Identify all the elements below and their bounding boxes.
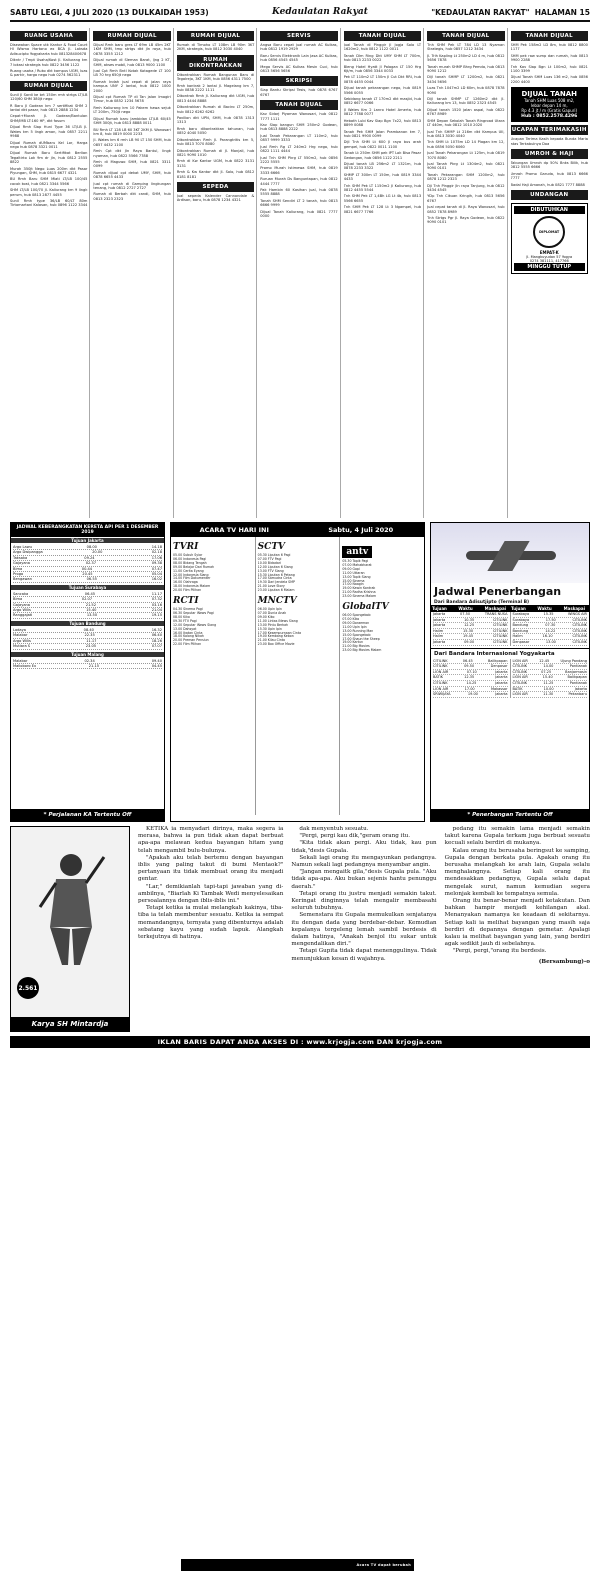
classified-ad: Sunil Jl Sardi ke brt 150m rmh strtgs LT/LB 120/60 SHM 380jt nego — [10, 92, 88, 102]
channel-logo: TVRI — [173, 542, 199, 552]
tv-program: 13.00 Topik Siang — [342, 574, 371, 579]
display-ad-line: lebar depan 14 m, — [530, 103, 568, 109]
flight-subheading: Dari Bandara Adisutjipto (Terminal B) — [434, 600, 530, 605]
serial-story — [138, 826, 590, 1026]
tv-program: 07.00 Kiko — [342, 616, 360, 621]
classified-ad: Rmh kontrak 2 lantai Jl. Magelang km 7, hub 0838 2222 1111 — [176, 83, 255, 93]
train-title: JADWAL KEBERANGKATAN KERETA API PER 1 DESEMBER 2019 — [11, 523, 164, 537]
classified-ad: Rumah di Timoho LT 108m LB 90m 3KT 2KM, strategis, hub 0812 3030 4040 — [176, 43, 255, 52]
tv-program: 19.00 Kawin Kontrak — [342, 586, 376, 591]
tv-program: 20.00 Film Pilihan — [173, 588, 202, 593]
classified-ad: Umroh Promo Garuda, hub 0813 6666 7777 — [510, 171, 588, 181]
classified-col-6 — [427, 28, 507, 518]
story-paragraph: pedang itu semakin lama menjadi semakin takut karena Gupala terkam juga berbuat sesuatu kecuali selalu berdiri di mukanya. — [444, 826, 590, 847]
classified-ad: YDp Tnh Cikuan Kringih, hub 0813 5656 6767 — [427, 194, 505, 203]
tv-program: 09.30 FTV Pagi — [173, 618, 197, 623]
airplane-image — [431, 523, 589, 583]
classified-ad: Sunil Rmh type 36/LB 60/LT 80m Tirtomartani Kalasan, hub 0896 1122 3344 — [10, 198, 88, 208]
flight-title: Jadwal Penerbangan — [434, 585, 562, 598]
tv-program: 17.00 Shaun the Sheep — [342, 636, 380, 641]
classified-ad: Pak Hambin 60 Kasihan jual, hub 0878 5555 8888 — [260, 187, 338, 197]
tv-program: 06.00 Upin Ipin — [257, 607, 282, 612]
story-paragraph: "Kita tidak akan pergi. Aku tidak, kau pun tidak,"desis Gupala. — [291, 840, 437, 854]
classified-ad: SHM pek raw sump dan rumah, hub 0813 9900 2288 — [510, 53, 588, 63]
section-heading: UMROH & HAJI — [511, 149, 588, 159]
classified-ad: Jual Tanah Pkrg Lt 1304m2, hub 0821 9090 0101 — [427, 161, 505, 171]
classified-ad: Rmh baru dikontrakkan tahunan, hub 0852 4040 5050 — [176, 126, 255, 136]
tv-program: 06.30 Seputar iNews Pagi — [173, 610, 214, 615]
ad-name: EMPAT-K — [539, 250, 559, 256]
classified-ad: Jual cepat tanah di Jl. Raya Wonosari, hub 0852 7878 8989 — [427, 205, 505, 214]
train-row: Malioboro Ex 21.15 04.45 — [13, 663, 162, 668]
classified-ad: Dikontrakkan Rumah di Baciro LT 250m, hub 0812 6262 6262 — [176, 105, 255, 114]
classified-ad: BU Rmh LT 128 LB 60 3KT 2KM Jl. Wonosari km 8, hub 0819 0000 2233 — [93, 127, 171, 136]
tv-program: 08.00 Bidang Tengah — [173, 560, 207, 565]
page-footer: IKLAN BARIS DAPAT ANDA AKSES DI : www.krjogja.com DAN krjogja.com — [10, 1036, 590, 1048]
train-subheading: Tujuan Bandung — [11, 621, 164, 626]
classifieds-area — [10, 28, 590, 518]
section-heading: RUMAH DIJUAL — [177, 31, 254, 41]
story-paragraph: Semenstara itu Gupala memukulkan senjatanya itu dengan dada yang berdebar-debar. Kemudian kepalanya tergeleng lemah sambil berdesis di dalam hatinya, "Anakah benjol itu sukar untuk mengendalikan diri." — [291, 912, 437, 948]
ad-banner: DIBUTUHKAN — [514, 206, 585, 214]
tv-program: 23.00 Big Movies Malam — [342, 648, 382, 653]
classified-ad: Tanah SHM Sendiri LT 2 tanah, hub 0813 6666 9999 — [260, 198, 338, 208]
classified-ad: Tnh SHM Pek LT 128 Lt 3 Ngampel, hub 0821 6677 7766 — [343, 205, 422, 214]
display-ad-line: Tanah SHM Luas 508 m2, — [524, 98, 575, 104]
classified-ad: Angsa Baru cepat jual rumah AC Kulkas, hub 0812 1919 2929 — [260, 43, 338, 52]
classified-col-5 — [344, 28, 424, 518]
classified-ad: Pek LT 110m2 LT 150m Jl Cut Dkt RRI, hub 0878 4455 0044 — [343, 75, 422, 84]
tv-program: 08.00 Kiko — [173, 614, 190, 619]
classified-ad: Jual cpt rumah di Gamping lingkungan tenang, hub 0812 2727 2727 — [93, 181, 171, 190]
train-row: Taksaka 09.24 17.06 — [13, 555, 162, 560]
classified-ad: Dji Tnh Pinggir Jln raya Tanjung, hub 0812 3434 4545 — [427, 183, 505, 192]
section-heading: RUMAH DIKONTRAKKAN — [177, 55, 254, 71]
classified-ad: Rmh di Kw Kantor UGM, hub 0822 3131 3131 — [176, 159, 255, 168]
flight-subheading-2: Dari Bandara Internasional Yogyakarta — [431, 648, 589, 659]
classified-ad: Rmh di Maguwo SHM, hub 0821 3311 0099 — [93, 159, 171, 169]
section-heading: TANAH DIJUAL — [344, 31, 421, 41]
classified-ad: Tnh Strtgs Pgr Jl. Raya Godean, hub 0822 9090 0101 — [427, 216, 505, 225]
flight-row: BATIK 10.00 Jakarta — [512, 686, 587, 691]
classified-ad: Jual Rmh Rg LT 240m2 Hrg nego, hub 0822 1111 4444 — [260, 144, 338, 154]
tv-program: 09.00 Doraemon — [342, 620, 370, 625]
tv-program: 22.00 Film Pilihan — [173, 642, 202, 647]
tv-header — [171, 523, 424, 537]
tv-program: 06.00 Indonesia Pagi — [173, 556, 207, 561]
classified-ad: Rumah Indah jual cepat di jalan raya kampus UNY 2 lantai, hub 0812 1000 2000 — [93, 79, 171, 93]
story-continued: (Bersambung)-o — [538, 958, 590, 965]
classified-ad: Dijual Tanah Kaliurang, hub 0821 7777 0000 — [260, 209, 338, 218]
ad-phone: 0274 381111, 417766 — [529, 259, 569, 264]
classified-ad: Dijual Rumah Baru Sertifikat Berlian Tegaltirto Lok 9m dr jln, hub 0812 2555 8822 — [10, 151, 88, 165]
classified-ad: Ruruan Murah Ds Banguntapan, hub 0812 4444 7777 — [260, 177, 338, 186]
tv-program: 05.00 Subuh Syiar — [173, 553, 203, 557]
classified-ad: Jl. Trih Kapling Lt 250m2 LD 4 m, hub 0812 5656 7878 — [427, 53, 505, 63]
header-section: "KEDAULATAN RAKYAT" HALAMAN 15 — [431, 7, 590, 17]
story-column — [291, 826, 436, 1026]
classified-ad: Jual Tnh SHM Pkrg LT 550m2, hub 0856 2222 5555 — [260, 155, 338, 164]
display-ad-title: DIJUAL TANAH — [521, 90, 578, 99]
tv-program: 11.00 Lintas iNews Siang — [257, 618, 298, 623]
classified-ad: Jual Tanah Pekarangan Lt 125m, hub 0819 7070 8080 — [427, 151, 505, 160]
classified-ad: Dikontrak Rmh Jl. Kaliurang dkt UGM, hub 0813 4444 8888 — [176, 94, 255, 103]
story-paragraph: Tetapi orang itu justru menjadi semakin takut. Keringat dinginnya telah mengalir membasahi seluruh tubuhnya. — [291, 890, 437, 912]
train-row: Argo Wilis 11.17 18.26 — [13, 638, 162, 643]
story-paragraph: "Apakah aku telah bertemu dengan bayangan iblis yang paling takut di bumi Mentaok?" pertanyaan itu tidak membuat orang itu menjadi gentar. — [138, 854, 284, 883]
classified-ad: Tanah murah SHMP Bhrg Pemda, hub 0813 9090 1212 — [427, 64, 505, 74]
train-row: Gajayana 02.37 09.38 — [13, 561, 162, 566]
train-row: Argo Dwipangga 20.00 02.18 — [13, 550, 162, 555]
channel-logo: SCTV — [257, 542, 286, 552]
story-paragraph: "Pergi, pergi,"orang itu berdesis. — [452, 948, 547, 955]
story-paragraph: "Lar," demikianlah tapi-tapi jawaban yang di-ambilnya, "Biarlah Ki Tambak Wedi menyelesaikan persoalannya dengan iblis-iblis ini." — [138, 883, 284, 905]
tv-title: ACARA TV HARI INI — [199, 526, 269, 534]
classified-ad: Dijl Tnh SHM Lt 600 Jl raya bus arah gempel, hub 0822 0011 1100 — [343, 140, 422, 149]
flight-row: Jakarta 07.50 TRANS NUSA — [433, 612, 508, 616]
section-heading: TANAH DIJUAL — [511, 31, 588, 41]
classified-ad: Dijual Rmh Siap Huni Type 36 LT/LB Jl. Wates km 5 lingk aman, hub 0857 2211 9988 — [10, 125, 88, 139]
tv-program: 15.00 Sinema — [342, 578, 365, 583]
section-heading: TANAH DIJUAL — [260, 100, 337, 110]
classified-ad: Jl. Wates km 6 rmh LB 90 LT 150 SHM, hub 0857 4432 1100 — [93, 138, 171, 147]
classified-ad: Dijual tanah 1520 jalan aspal, hub 0822 6767 8989 — [427, 107, 505, 117]
flight-row: CITILINK 06.45 Balikpapan — [433, 658, 508, 663]
classified-ad: Hebath Lubi Kav Siap Bgn 7x22, hub 0813 8899 0088 — [343, 118, 422, 128]
story-paragraph: dak menyentuh sesuatu. — [299, 826, 369, 832]
classified-ad: Baru Servis Elektronik Lain Jasa AC Kulkas, hub 0856 4545 4545 — [260, 53, 338, 63]
section-heading: RUANG USAHA — [10, 31, 87, 41]
flight-row: SRIWIJAYA 19.00 Jakarta — [433, 692, 508, 697]
tv-date: Sabtu, 4 Juli 2020 — [328, 526, 394, 534]
tv-program: 20.00 Preman Pensiun — [173, 638, 209, 643]
tv-program: 16.00 Ikatan Cinta — [173, 630, 203, 635]
tv-program: 09.00 Kiko — [257, 614, 275, 619]
seal-logo: DIPLOMAT — [533, 216, 565, 248]
classified-ad: Tnh SHM Pek LT 1150m2 Jl Kaliurang, hub 0812 4455 5544 — [343, 183, 422, 192]
classified-ad: Siap Bantu Skripsi Tesis, hub 0878 6767 6767 — [260, 88, 338, 97]
tv-program: 05.30 Topik Pagi — [342, 559, 369, 563]
classified-col-7 — [511, 28, 590, 518]
classified-ad: Rmh & Kw Kantor dkt Jl. Solo, hub 0812 8181 8181 — [176, 170, 255, 179]
story-paragraph: Orang itu benar-benar menjadi ketakutan. Dan bahkan hampir menjadi kehilangan akal. Menanyakan namanya ke keadaan di sekitarnya. Setiap kali ia melihat bayangan yang masih saja berdiri di depannya dengan gemetar. Apalagi kalau ia melihat bayangan yang lain, yang berdiri agak sedikit jauh di sebelahnya. — [444, 898, 590, 948]
flight-row: Halim 19.45 CITILINK — [433, 634, 508, 639]
tv-program: 18.00 Indonesia Malam — [173, 584, 211, 589]
classified-col-4 — [260, 28, 340, 518]
classified-ad: Dijual tanah LB 256m2 LT 1321m, hub 0878 2233 3322 — [343, 161, 422, 171]
train-row: Argo Lawu 08.00 14.18 — [13, 545, 162, 549]
flight-row: Surabaya 15.35 WINGS AIR — [512, 612, 587, 616]
classified-col-3 — [177, 28, 257, 518]
tv-program: 23.00 Box Office Movie — [257, 642, 295, 647]
story-paragraph: Sekali lagi orang itu mengayunkan pedangnya. Namun sekali lagi pedangnya menyambar angin. — [291, 854, 437, 869]
classified-ad: Murah 350jt Nego Luas 200m dkt Pasar Piyungan, SHM, hub 0815 6677 4321 — [10, 166, 88, 175]
classified-ad: Jual Tanah di Pinggir Jl Jogja Solo LT 1620m2, hub 0812 1122 0011 — [343, 43, 422, 52]
ad-address: Jl. Mangkuyudan 57 Yogya — [526, 255, 573, 260]
classified-ad: Ucapan Terima Kasih kepada Bunda Maria atas Terkabulnya Doa — [510, 137, 588, 146]
tv-program: 13.00 Dahsyat — [173, 626, 197, 631]
train-schedule — [10, 522, 165, 822]
train-row: Argo Wilis 15.40 21.04 — [13, 608, 162, 613]
flight-row: LION AIR 17.00 Makassar — [433, 686, 508, 691]
classified-ad: Dijl tanah SHMP LT 1200m2, hub 0821 3434 5656 — [427, 75, 505, 84]
section-heading: TANAH DIJUAL — [427, 31, 504, 41]
channel-logo: antv — [342, 546, 372, 558]
tv-program: 15.30 Upin Ipin — [257, 626, 282, 631]
classified-ad: Pavilion dkt UPN, SHM, hub 0878 1313 1313 — [176, 116, 255, 125]
flight-row: Halim 16.10 CITILINK — [512, 634, 587, 639]
tv-program: 13.00 Running Man — [342, 628, 374, 633]
classified-ad: Tnh Kav Siap Bgn Lt 100m2, hub 0821 1100 3399 — [510, 64, 588, 74]
tv-program: 17.00 Naagin — [342, 582, 364, 587]
flight-row: CITILINK 14.00 Pontianak — [512, 664, 587, 669]
tv-program: 11.00 Upin Ipin — [342, 624, 367, 629]
classified-ad: Tnh SHM Lt 1075m LD 14 Plagan km 12, hub 0856 5050 6060 — [427, 140, 505, 149]
tv-program: 16.00 Olahraga — [173, 580, 198, 585]
train-row: Bima 02.07 07.32 — [13, 597, 162, 602]
tv-grid — [171, 537, 424, 815]
classified-ad: R Baru Jl Godean km 7 sertifikat SHM 2 lantai dkt pasar, hub 0813 2888 1234 — [10, 103, 88, 113]
tv-program: 19.00 Kembang Kebon — [257, 634, 294, 639]
tv-program: 15.30 Liputan 6 Petang — [257, 572, 295, 577]
classified-ad: Dikontrakkan Rumah di Jl. Monjali, hub 0821 9090 1010 — [176, 148, 255, 157]
tv-program: 23.00 Liputan 6 Malam — [257, 588, 295, 593]
classified-ad: Sebidang tanah LT 170m2 dkt masjid, hub 0852 6677 0066 — [343, 97, 422, 106]
classified-ad: Kav Sidorj Piyaman Wonosari, hub 0812 7777 1111 — [260, 112, 338, 121]
tv-note: Acara TV dapat berubah — [181, 1559, 414, 1571]
tv-program: 12.00 Liputan 6 Siang — [257, 564, 293, 569]
train-row: Gajayana 21.52 03.16 — [13, 602, 162, 607]
header-date: SABTU LEGI, 4 JULI 2020 (13 DULKAIDAH 1953) — [10, 7, 209, 17]
story-column — [138, 826, 283, 1026]
tv-program: 05.30 Liputan 6 Pagi — [257, 553, 291, 557]
train-row: Ranggajati 13.50 19.15 — [13, 613, 162, 618]
flight-row: Bandung 07.30 CITILINK — [512, 623, 587, 628]
section-heading: SKRIPSI — [260, 76, 337, 86]
classified-ad: Rumah dijual cpt dekat UMY, SHM, hub 0878 6655 4433 — [93, 170, 171, 180]
classified-ad: Rmh Kaliurang km 10 Pakem hawa sejuk LT 200m, 750jt nego — [93, 105, 171, 115]
section-heading: RUMAH DIJUAL — [10, 81, 87, 91]
channel-logo: GlobalTV — [342, 602, 389, 613]
masthead: Kedaulatan Rakyat — [271, 7, 368, 17]
tv-program: 21.00 Big Movies — [342, 644, 370, 649]
train-row: Sancaka 06.45 11.17 — [13, 591, 162, 596]
train-row: Bengawan 06.55 16.02 — [13, 577, 162, 582]
tv-program: 12.00 Indonesia Siang — [173, 572, 209, 577]
classified-ad: Badal Haji Amanah, hub 0821 7777 8888 — [510, 182, 585, 187]
tv-program: 17.00 Samudra Cinta — [257, 576, 292, 581]
classified-ad: Promo Murah Istimewa SHM, hub 0819 3333 6666 — [260, 166, 338, 175]
tv-program: 19.30 Dari Jendela SMP — [257, 580, 295, 585]
classified-ad: Ruang usaha / Ruko dkt kampus UGM, luas & parkir, harga nego hub 0274 562311 — [10, 69, 88, 78]
classified-ad: Dijual tanah pekarangan nego, hub 0819 5566 0055 — [343, 86, 422, 95]
comic-illustration — [10, 826, 130, 1032]
train-row: Bima 00.44 07.47 — [13, 566, 162, 571]
comic-credit: Karya SH Mintardja — [11, 1017, 129, 1031]
section-heading: SEPEDA — [177, 182, 254, 192]
story-paragraph: "Pergi, pergi kau dik,"geram orang itu. — [299, 833, 410, 840]
section-heading: RUMAH DIJUAL — [93, 31, 170, 41]
classified-ad: Tabungan Umroh dp 50% Bnks Bilik, hub 0812 5555 6666 — [510, 161, 588, 170]
flight-row: LION AIR 11.30 Pekanbaru — [512, 692, 587, 697]
classified-ad: Mega Servis AC Kulkas Mesin Cuci, hub 0813 5656 5656 — [260, 64, 338, 74]
classified-ad: BU Rmh Baru SHM Mlati LT/LB 100/45 cocok kost, hub 0821 3344 5566 — [10, 177, 88, 186]
flight-footer: * Penerbangan Tertentu Off — [431, 809, 589, 821]
tv-program: 13.00 Pintu Berkah — [257, 622, 289, 627]
story-paragraph: Kalau orang itu berusaha beringsut ke samping, Gupala dengan berkata pula. Apakah orang itu berusaha melangkah ke arah lain, Gupala selalu menghalangnya. Setiap kali orang itu mendesakkan pedangnya, Gupala selalu dapat mengelak surut, namun kemudian segera melonjak kembali ke tempatnya semula. — [444, 847, 590, 897]
tv-program: 14.00 Film Dokumenter — [173, 576, 211, 581]
warrior-figure-illustration — [36, 847, 106, 967]
flight-row: Jakarta 10.35 CITILINK — [433, 617, 508, 622]
classified-ad: Tnh SHM Pek LT 784 LD 13 Nyaman Strategis, hub 0857 1212 3434 — [427, 43, 505, 52]
tv-program: 13.00 FTV Siang — [257, 568, 284, 573]
classified-ad: Dijual rumah di Sleman Barat, ljng 2 KT, SHM, akses mobil, hub 0813 9000 1100 — [93, 58, 171, 67]
flight-row: Bandung 14.22 CITILINK — [512, 628, 587, 633]
train-row: Progo 20.45 05.04 — [13, 572, 162, 577]
classified-ad: Dijual Rumah baru Jambidan LT/LB 60/45 SHM 300jt, hub 0813 8888 0011 — [93, 116, 171, 126]
flight-schedule — [430, 522, 590, 822]
classified-ad: SHM Pek 158m2 LD 8m, hub 0812 8800 1177 — [510, 43, 588, 52]
tv-program: 07.00 Mahabharat — [342, 562, 372, 567]
tv-program: 18.00 Kolong Nikah — [173, 634, 204, 639]
story-paragraph: Tetapi Gupita tidak dapat menenggulinya. Tidak menunjukkan kesan di wajahnya. — [291, 948, 437, 962]
classified-ad: Disewakan Space utk Kantor & Food Court Hl Wisma Hartono ex BCA Jl. Laksda Adisucipto Yogyakarta hub 081328400678 — [10, 43, 88, 56]
flight-row: Jakarta 09.00 CITILINK — [433, 639, 508, 644]
channel-logo: RCTI — [173, 596, 199, 607]
tv-program: 21.00 Radha Krishna — [342, 590, 376, 595]
classified-ad: Kav Siap bangun SHM 250m2 Godean, hub 0813 8888 2222 — [260, 123, 338, 132]
tv-program: 12.00 Seputar iNews Siang — [173, 622, 217, 627]
classified-ad: Dikntr / Tmpt Usaha/Kost Jl. Kaliurang km 7 lokasi strategis hub 0822 3456 1122 — [10, 58, 88, 67]
tv-program: 23.00 Sinema Malam — [342, 594, 377, 599]
classified-ad: Tanah Lt 250m SHM pek IPT Lok Bisa Pasar Gedongan, hub 0856 1122 2211 — [343, 151, 422, 160]
classified-ad: Dikontrakkan Rmh Jl. Parangtritis km 5, hub 0813 7070 8080 — [176, 137, 255, 147]
flight-row: LION AIR 12.45 Ujung Pandang — [512, 658, 587, 663]
flight-row: CITILINK 14.25 Jakarta — [433, 680, 508, 685]
tv-program: 11.00 Uttaran — [342, 570, 365, 575]
train-footer: * Perjalanan KA Tertentu Off — [11, 809, 164, 821]
flight-row: LION AIR 07.10 Jakarta — [433, 669, 508, 674]
page-header — [10, 5, 590, 19]
flight-row: CITILINK 07.25 Banjarmasin — [512, 669, 587, 674]
display-ad-empat-k — [511, 203, 588, 274]
tv-program: 15.00 Spongebob — [342, 632, 371, 637]
story-paragraph: "Jangan mengaitk gila,"desis Gupala pula. "Aku tidak apa-apa. Aku bukan sejenis hantu penunggu daerah." — [291, 869, 437, 890]
classified-ad: Dijual Rumah dUMbaru Kel Lor, Harga nego hub 0878 3321 0011 — [10, 140, 88, 149]
train-row: Malabar 22.35 06.40 — [13, 633, 162, 638]
tv-program: 21.00 Love Story — [257, 584, 285, 589]
classified-ad: Dijual cpt Rumah TP di Tan jalan Imogiri Timur, hub 0852 1234 5678 — [93, 95, 171, 104]
classified-ad: Luas Tnh 1047m2 LD 60m, hub 0878 7878 9090 — [427, 86, 505, 95]
classified-ad: Tanah Pekarangan SHM 1200m2, hub 0878 1212 2323 — [427, 172, 505, 182]
story-paragraph: KETIKA ia menyadari dirinya, maka segera ia merasa, bahwa ia pun tidak akan dapat berbuat apa-apa melawan kedua bayangan hitam yang telah mengambil bulu-bulunya. — [138, 826, 284, 854]
classified-ad: Jual sepeda Kalender Cannondale & Ardisan, baru, hub 0878 1234 4321 — [176, 193, 255, 203]
tv-program: 17.00 Kesempurnaan Cinta — [257, 630, 302, 635]
classified-ad: Tanah Pek SHM Jalan Prambanan km 7, hub 0821 9900 0099 — [343, 129, 422, 138]
flight-row: Surabaya 17.50 CITILINK — [512, 617, 587, 622]
classified-ad: Dijl tanah SHMP LT 1260m2 dkt Jl. Kaliurang km 13, hub 0852 2323 4545 — [427, 97, 505, 106]
flight-row: Denpasar 13.00 CITILINK — [512, 639, 587, 644]
classified-ad: SHMP LT 300m LT 150m, hub 0819 3344 4433 — [343, 172, 422, 182]
classified-ad: Bleng Hotel Hyatt Jl Palagan LT 150 Hrg 6jt/m, hub 0856 3344 0033 — [343, 64, 422, 74]
display-ad-phone: Hub : 0852.2578.4296 — [521, 114, 578, 120]
tv-column — [340, 537, 424, 815]
tv-program: 07.00 Dunia Anak — [257, 610, 287, 615]
tv-program: 04.30 Sinema Pagi — [173, 607, 203, 612]
tv-program: 06.00 Spongebob — [342, 613, 371, 618]
tv-program: 10.00 Bidadari — [257, 560, 282, 565]
channel-logo: MNCTV — [257, 596, 297, 607]
train-row: Mutiara S 23.05 07.07 — [13, 644, 162, 649]
tv-column — [171, 537, 256, 815]
section-heading: UCAPAN TERIMAKASIH — [511, 127, 587, 134]
classified-ad: SHM LT/LB 100/70 Jl. Kaliurang km 9 lingk perum, hub 0813 2877 4455 — [10, 188, 88, 197]
flight-table-2 — [431, 659, 589, 698]
classified-ad: Jual Tnh SHMP Lt 216m dkt Kampus UII, hub 0813 3030 4040 — [427, 129, 505, 138]
tv-program: 09.00 Gopi — [342, 566, 360, 571]
classified-ad: SHM Depan Sekolah Tanah Ringroad Utara LT 440m, hub 0812 1010 2020 — [427, 118, 505, 128]
classified-ad: Dijual Tanah SHM Luas 136 m2, hub 0856 2200 4400 — [510, 75, 588, 84]
story-paragraph: Tetapi ketika ia mulai melangkah kakinya, tiba-tiba ia telah membentur sesuatu. Ketika ia sempat memandangnya, ternyata yang dibenturnya adalah sebatang kayu yang sudah lapuk. Alangkah terkejutnya di hatinya. — [138, 905, 284, 941]
flight-row: Jakarta 12.25 CITILINK — [433, 623, 508, 628]
episode-number: 2.561 — [17, 977, 39, 999]
classified-ad: Tnh SHM Pek LT 1,4Bh LG Lt 4b, hub 0813 5566 6655 — [343, 194, 422, 203]
story-column — [445, 826, 590, 1026]
classified-ad: Dikontrakkan Rumah Bangunan Baru di Tegalrejo, 3KT 1KM, hub 0856 4311 7500 — [176, 72, 255, 82]
tv-program: 11.00 Cerita Eyang — [173, 568, 204, 573]
display-ad-line: Rp 4.3 jt / m (Gratis Gapuri) — [521, 108, 578, 114]
classified-ad: Jual Cpt Rmh Bntl Kotak Kotagede LT 100 LB 70 hrg 650jt nego — [93, 69, 171, 78]
classified-ad: Tanah Dlm Ring Dkt UMY SHM LT 700m, hub 0813 2233 0022 — [343, 53, 422, 63]
flight-row: Halim 15.30 CITILINK — [433, 628, 508, 633]
train-subheading: Tujuan Surabaya — [11, 585, 164, 590]
ad-tagline: MINGGU TUTUP — [514, 263, 585, 271]
classified-ad: Rmh Cpt dkt Jln Raya Bantul, lingk nyaman, hub 0822 5566 7788 — [93, 149, 171, 158]
classified-ad: Cepat+Murah Jl. Godean/Bantulan SHM/IMB LT:160 HP, dkt fasum — [10, 114, 88, 123]
section-heading: SERVIS — [260, 31, 337, 41]
flight-row: BATIK 12.35 Jakarta — [433, 675, 508, 680]
tv-program: 07.00 FTV Pagi — [257, 556, 282, 561]
train-row: Malabar 02.34 09.40 — [13, 658, 162, 663]
flight-row: CITILINK 11.25 Pontianak — [512, 680, 587, 685]
tv-program: 21.00 Kilau Cinta — [257, 638, 285, 643]
classified-ad: Jl Wates Km 2 Lanro Hotel Amerta, hub 0812 7788 0077 — [343, 107, 422, 117]
classified-col-1 — [10, 28, 90, 518]
flight-row: CITILINK 09.50 Denpasar — [433, 664, 508, 669]
section-heading: UNDANGAN — [511, 190, 588, 200]
train-subheading: Tujuan Malang — [11, 652, 164, 657]
tv-program: 19.00 Kartun — [342, 640, 364, 645]
display-ad-dijual-tanah — [511, 87, 588, 122]
tv-column — [256, 537, 341, 815]
flight-row: LION AIR 15.40 Balikpapan — [512, 675, 587, 680]
flight-table — [431, 612, 589, 646]
header-rule — [10, 20, 590, 22]
classified-ad: Rumah di Berbah dkt candi, SHM, hub 0813 2323 2323 — [93, 192, 171, 201]
classified-ad: Dijual Rmh baru gres LT 69m LB 45m 2KT 1KM SHM, tmp strtgs dkt jln raya, hub 0878 3355 1212 — [93, 43, 171, 56]
flight-table-header: Tujuan Waktu Maskapai Tujuan Waktu Maskapai — [431, 605, 589, 612]
train-row: Lodaya 08.40 16.32 — [13, 627, 162, 632]
train-subheading: Tujuan Jakarta — [11, 538, 164, 543]
classified-ad: Jual Tanah Pekarangan LT 110m2, hub 0857 9999 3333 — [260, 133, 338, 143]
tv-program: 09.00 Belajar Dari Rumah — [173, 564, 215, 569]
classified-col-2 — [93, 28, 173, 518]
